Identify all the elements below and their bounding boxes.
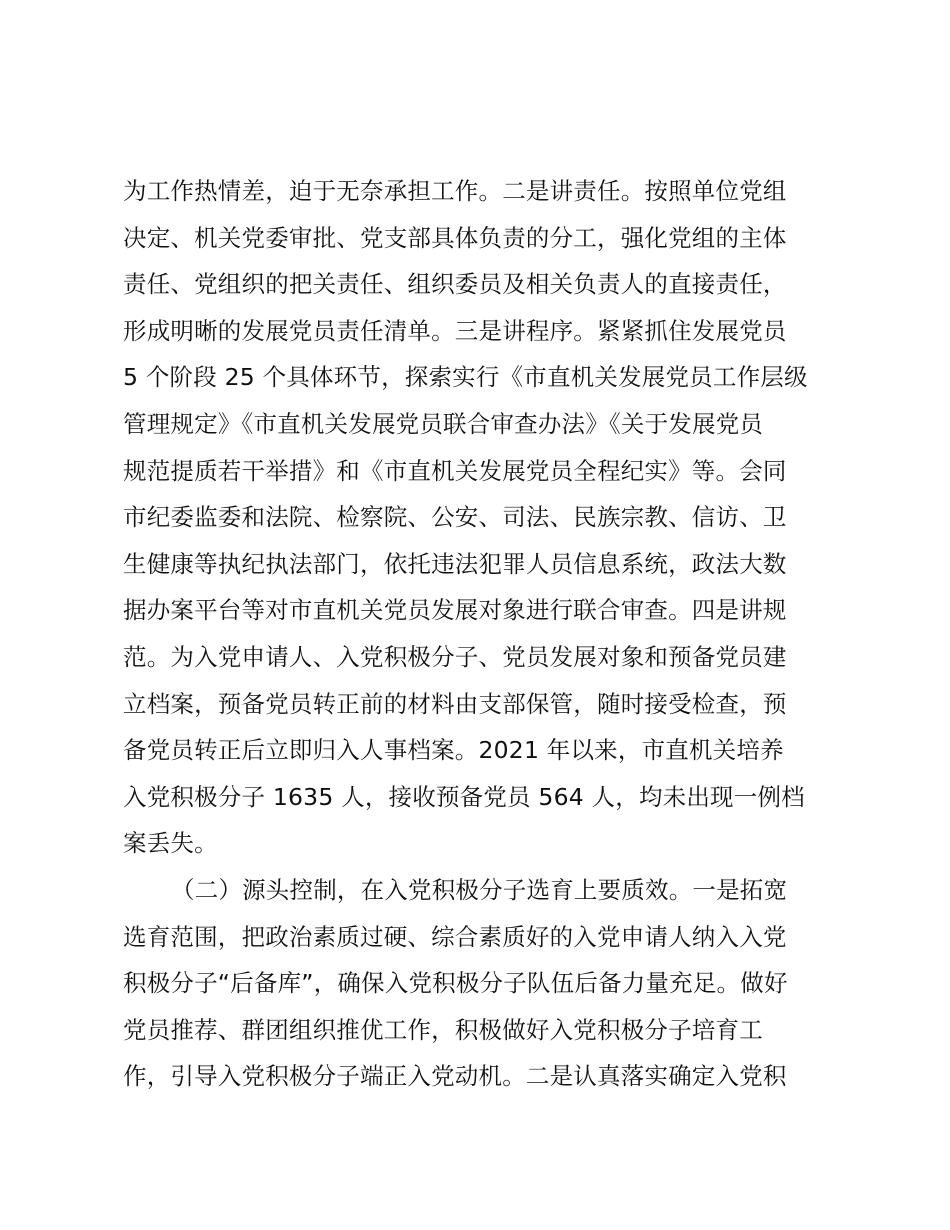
text-line: 据办案平台等对市直机关党员发展对象进行联合审查。四是讲规	[123, 596, 787, 625]
text-line: 5 个阶段 25 个具体环节，探索实行《市直机关发展党员工作层级	[123, 363, 808, 392]
text-line: 立档案，预备党员转正前的材料由支部保管，随时接受检查，预	[123, 689, 787, 718]
text-line: 生健康等执纪执法部门，依托违法犯罪人员信息系统，政法大数	[123, 549, 787, 578]
text-line: 形成明晰的发展党员责任清单。三是讲程序。紧紧抓住发展党员	[123, 316, 787, 345]
text-line: 入党积极分子 1635 人，接收预备党员 564 人，均未出现一例档	[123, 782, 805, 811]
text-line: 选育范围，把政治素质过硬、综合素质好的入党申请人纳入入党	[123, 922, 787, 951]
text-line: 决定、机关党委审批、党支部具体负责的分工，强化党组的主体	[123, 223, 787, 252]
text-line: 规范提质若干举措》和《市直机关发展党员全程纪实》等。会同	[123, 456, 787, 485]
text-line: 党员推荐、群团组织推优工作，积极做好入党积极分子培育工	[123, 1015, 763, 1044]
body-text	[123, 168, 843, 1100]
text-line: 作，引导入党积极分子端正入党动机。二是认真落实确定入党积	[123, 1062, 787, 1091]
text-line: 范。为入党申请人、入党积极分子、党员发展对象和预备党员建	[123, 642, 787, 671]
text-line: 备党员转正后立即归入人事档案。2021 年以来，市直机关培养	[123, 736, 784, 765]
text-line: 为工作热情差，迫于无奈承担工作。二是讲责任。按照单位党组	[123, 177, 787, 205]
text-line: 责任、党组织的把关责任、组织委员及相关负责人的直接责任，	[123, 270, 787, 299]
section-heading-line: （二）源头控制，在入党积极分子选育上要质效。一是拓宽	[171, 875, 788, 904]
text-line: 市纪委监委和法院、检察院、公安、司法、民族宗教、信访、卫	[123, 503, 787, 532]
text-line: 案丢失。	[123, 829, 218, 858]
text-line: 积极分子“后备库”，确保入党积极分子队伍后备力量充足。做好	[123, 969, 788, 998]
text-line: 管理规定》《市直机关发展党员联合审查办法》《关于发展党员	[123, 409, 764, 438]
